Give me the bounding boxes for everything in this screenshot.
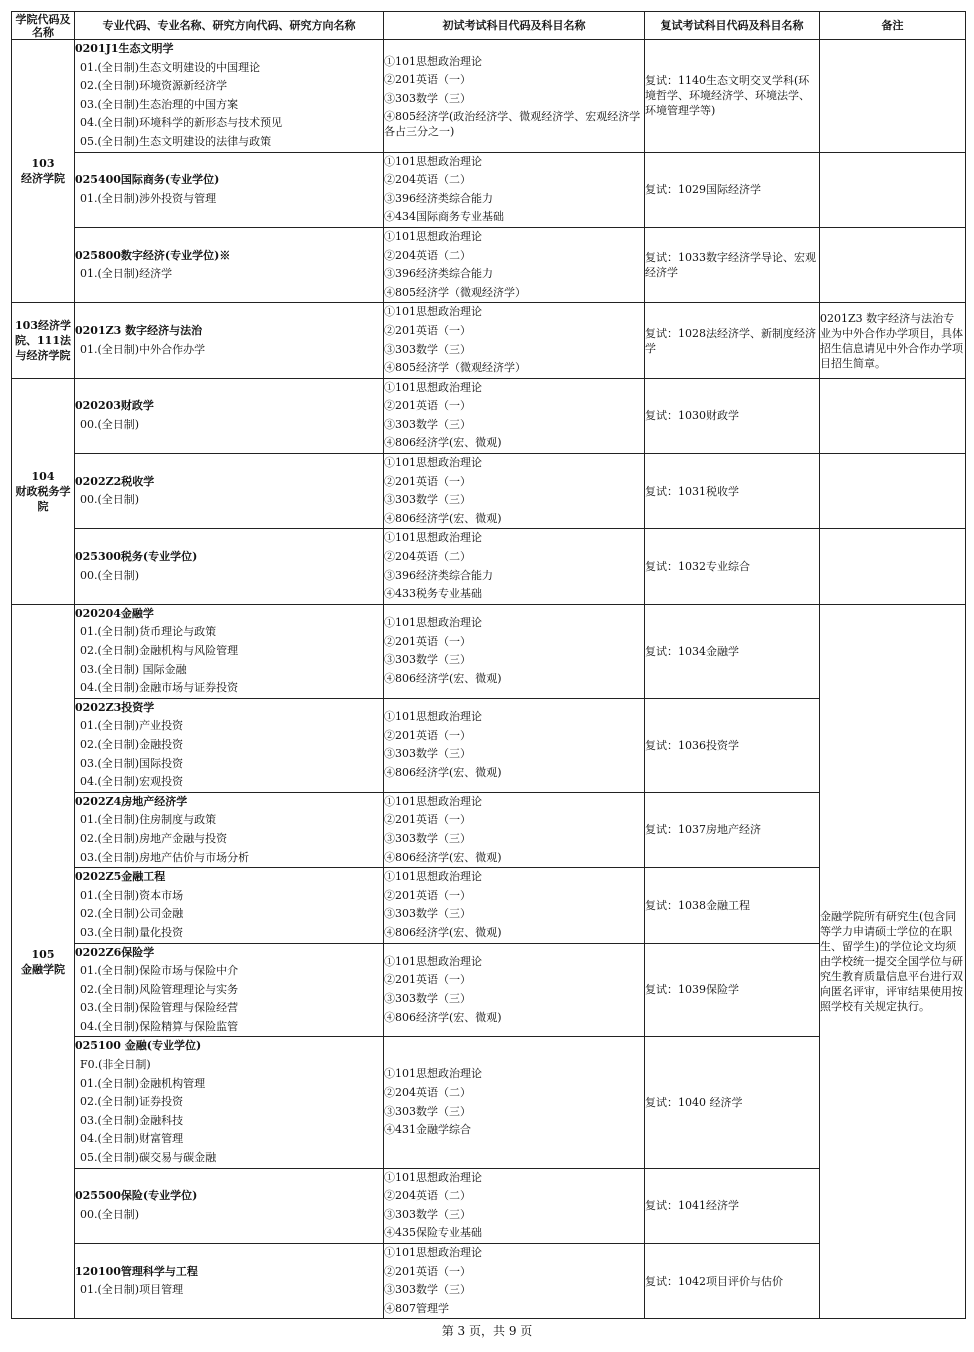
- retest-cell: 复试：1039保险学: [645, 943, 820, 1037]
- program-cell: [75, 378, 384, 453]
- direction-item: 02.(全日制)金融投资: [80, 737, 184, 751]
- direction-item: 03.(全日制)保险管理与保险经营: [80, 1001, 239, 1015]
- program-cell: [75, 1244, 384, 1319]
- exam-subject: ②201英语（一）: [384, 813, 471, 827]
- exam-subject: ③303数学（三）: [384, 342, 471, 356]
- retest-cell: 复试：1033数字经济学导论、宏观经济学: [645, 227, 820, 302]
- direction-item: F0.(非全日制): [80, 1058, 151, 1072]
- exam-subject: ②201英语（一）: [384, 973, 471, 987]
- exam-subject: ④805经济学（微观经济学）: [384, 361, 526, 375]
- exam-subject: ②204英语（二）: [384, 1189, 471, 1203]
- direction-item: 03.(全日制) 国际金融: [80, 662, 187, 676]
- exam-subject: ②201英语（一）: [384, 474, 471, 488]
- program-cell: [75, 529, 384, 604]
- table-row: [12, 604, 966, 698]
- direction-item: 01.(全日制)货币理论与政策: [80, 625, 217, 639]
- direction-item: 04.(全日制)保险精算与保险监管: [80, 1019, 239, 1033]
- exam-cell: [384, 454, 645, 529]
- direction-item: 01.(全日制)经济学: [80, 267, 173, 281]
- direction-item: 02.(全日制)房地产金融与投资: [80, 831, 228, 845]
- exam-subject: ①101思想政治理论: [384, 380, 482, 394]
- direction-item: 01.(全日制)生态文明建设的中国理论: [80, 60, 261, 74]
- header-exam: 初试考试科目代码及科目名称: [384, 12, 645, 40]
- exam-subject: ②204英语（二）: [384, 248, 471, 262]
- exam-subject: ③303数学（三）: [384, 417, 471, 431]
- direction-item: 03.(全日制)量化投资: [80, 925, 184, 939]
- program-name: 025400国际商务(专业学位): [75, 173, 220, 187]
- exam-subject: ①101思想政治理论: [384, 1246, 482, 1259]
- program-cell: [75, 454, 384, 529]
- program-cell: [75, 604, 384, 698]
- exam-subject: ④807管理学: [384, 1301, 449, 1315]
- header-college: 学院代码及名称: [12, 12, 75, 40]
- exam-subject: ④806经济学(宏、微观): [384, 925, 502, 939]
- college-code: 105: [31, 947, 55, 961]
- exam-subject: ①101思想政治理论: [384, 456, 482, 470]
- direction-item: 02.(全日制)风险管理理论与实务: [80, 982, 239, 996]
- exam-subject: ③303数学（三）: [384, 907, 471, 921]
- table-row: [12, 303, 966, 378]
- retest-cell: 复试：1041经济学: [645, 1168, 820, 1243]
- exam-subject: ①101思想政治理论: [384, 305, 482, 319]
- header-retest: 复试考试科目代码及科目名称: [645, 12, 820, 40]
- exam-subject: ②204英语（二）: [384, 173, 471, 187]
- exam-cell: [384, 227, 645, 302]
- program-cell: [75, 1168, 384, 1243]
- program-name: 025500保险(专业学位): [75, 1189, 198, 1203]
- program-cell: [75, 792, 384, 867]
- program-cell: [75, 868, 384, 943]
- exam-subject: ②204英语（二）: [384, 550, 471, 564]
- exam-subject: ②201英语（一）: [384, 323, 471, 337]
- exam-cell: [384, 152, 645, 227]
- exam-cell: [384, 1168, 645, 1243]
- retest-cell: 复试：1029国际经济学: [645, 152, 820, 227]
- table-row: [12, 227, 966, 302]
- direction-item: 01.(全日制)住房制度与政策: [80, 813, 217, 827]
- program-name: 0202Z3投资学: [75, 700, 155, 714]
- exam-subject: ②201英语（一）: [384, 888, 471, 902]
- note-cell: [820, 378, 966, 453]
- header-note: 备注: [820, 12, 966, 40]
- exam-subject: ②201英语（一）: [384, 1264, 471, 1278]
- program-name: 025300税务(专业学位): [75, 550, 198, 564]
- direction-item: 00.(全日制): [80, 417, 140, 431]
- exam-cell: [384, 303, 645, 378]
- direction-item: 01.(全日制)保险市场与保险中介: [80, 964, 239, 978]
- retest-cell: 复试：1034金融学: [645, 604, 820, 698]
- header-major: 专业代码、专业名称、研究方向代码、研究方向名称: [75, 12, 384, 40]
- exam-subject: ③396经济类综合能力: [384, 568, 493, 582]
- exam-cell: [384, 792, 645, 867]
- direction-item: 04.(全日制)宏观投资: [80, 775, 184, 789]
- exam-subject: ④805经济学(政治经济学、微观经济学、宏观经济学各占三分之一): [384, 109, 641, 138]
- college-code: 104: [31, 469, 55, 483]
- program-name: 025800数字经济(专业学位)※: [75, 248, 231, 262]
- page-footer: 第 3 页，共 9 页: [441, 1324, 533, 1338]
- direction-item: 03.(全日制)金融科技: [80, 1113, 184, 1127]
- exam-subject: ①101思想政治理论: [384, 1170, 482, 1184]
- exam-subject: ④806经济学(宏、微观): [384, 671, 502, 685]
- program-cell: [75, 943, 384, 1037]
- exam-subject: ①101思想政治理论: [384, 954, 482, 968]
- direction-item: 03.(全日制)房地产估价与市场分析: [80, 850, 250, 864]
- direction-item: 01.(全日制)金融机构管理: [80, 1076, 206, 1090]
- program-cell: [75, 1037, 384, 1168]
- table-row: [12, 378, 966, 453]
- exam-subject: ③396经济类综合能力: [384, 267, 493, 281]
- direction-item: 02.(全日制)公司金融: [80, 907, 184, 921]
- table-row: [12, 454, 966, 529]
- direction-item: 04.(全日制)财富管理: [80, 1132, 184, 1146]
- exam-subject: ①101思想政治理论: [384, 229, 482, 243]
- direction-item: 00.(全日制): [80, 493, 140, 507]
- college-cell: [12, 303, 75, 378]
- exam-subject: ③303数学（三）: [384, 653, 471, 667]
- header-row: [12, 12, 966, 40]
- program-name: 0201Z3 数字经济与法治: [75, 323, 203, 337]
- exam-cell: [384, 1037, 645, 1168]
- program-name: 0201J1生态文明学: [75, 42, 174, 55]
- program-name: 0202Z6保险学: [75, 945, 155, 959]
- program-cell: [75, 152, 384, 227]
- table-row: [12, 152, 966, 227]
- exam-subject: ③396经济类综合能力: [384, 191, 493, 205]
- college-name: 经济学院: [21, 172, 65, 186]
- direction-item: 05.(全日制)生态文明建设的法律与政策: [80, 134, 272, 148]
- exam-subject: ③303数学（三）: [384, 1104, 471, 1118]
- retest-cell: 复试：1042项目评价与估价: [645, 1244, 820, 1319]
- exam-subject: ②201英语（一）: [384, 634, 471, 648]
- program-name: 020203财政学: [75, 399, 154, 413]
- program-cell: [75, 698, 384, 792]
- note-cell: [820, 529, 966, 604]
- retest-cell: 复试：1030财政学: [645, 378, 820, 453]
- exam-subject: ①101思想政治理论: [384, 794, 482, 808]
- exam-subject: ④431金融学综合: [384, 1123, 471, 1137]
- exam-cell: [384, 1244, 645, 1319]
- direction-item: 01.(全日制)产业投资: [80, 719, 184, 733]
- program-cell: [75, 227, 384, 302]
- table-row: [12, 40, 966, 153]
- exam-subject: ④806经济学(宏、微观): [384, 1010, 502, 1024]
- exam-cell: [384, 698, 645, 792]
- program-cell: [75, 303, 384, 378]
- direction-item: 02.(全日制)证券投资: [80, 1095, 184, 1109]
- college-cell: [12, 40, 75, 303]
- exam-subject: ④435保险专业基础: [384, 1226, 482, 1240]
- retest-cell: 复试：1036投资学: [645, 698, 820, 792]
- program-name: 0202Z2税收学: [75, 474, 155, 488]
- table-row: [12, 529, 966, 604]
- exam-subject: ④806经济学(宏、微观): [384, 511, 502, 525]
- exam-cell: [384, 529, 645, 604]
- program-name: 0202Z5金融工程: [75, 870, 166, 884]
- college-cell: [12, 378, 75, 604]
- program-name: 120100管理科学与工程: [75, 1264, 198, 1278]
- exam-cell: [384, 604, 645, 698]
- exam-subject: ②201英语（一）: [384, 73, 471, 87]
- exam-subject: ③303数学（三）: [384, 1283, 471, 1297]
- direction-item: 01.(全日制)项目管理: [80, 1283, 184, 1297]
- admissions-table: [11, 11, 966, 1319]
- direction-item: 01.(全日制)涉外投资与管理: [80, 191, 217, 205]
- exam-cell: [384, 868, 645, 943]
- exam-subject: ④806经济学(宏、微观): [384, 436, 502, 450]
- exam-subject: ④805经济学（微观经济学）: [384, 285, 526, 299]
- college-cell: [12, 604, 75, 1319]
- exam-subject: ④434国际商务专业基础: [384, 210, 504, 224]
- exam-cell: [384, 40, 645, 153]
- program-name: 0202Z4房地产经济学: [75, 794, 188, 808]
- exam-subject: ③303数学（三）: [384, 831, 471, 845]
- retest-cell: 复试：1032专业综合: [645, 529, 820, 604]
- exam-subject: ③303数学（三）: [384, 92, 471, 106]
- retest-cell: 复试：1038金融工程: [645, 868, 820, 943]
- college-name: 财政税务学院: [15, 484, 71, 513]
- note-cell: [820, 40, 966, 153]
- direction-item: 02.(全日制)环境资源新经济学: [80, 79, 228, 93]
- exam-subject: ②201英语（一）: [384, 399, 471, 413]
- exam-subject: ③303数学（三）: [384, 493, 471, 507]
- exam-subject: ①101思想政治理论: [384, 616, 482, 630]
- exam-subject: ①101思想政治理论: [384, 1067, 482, 1081]
- direction-item: 05.(全日制)碳交易与碳金融: [80, 1151, 217, 1165]
- exam-subject: ①101思想政治理论: [384, 154, 482, 168]
- note-cell: [820, 454, 966, 529]
- exam-subject: ①101思想政治理论: [384, 870, 482, 884]
- program-cell: [75, 40, 384, 153]
- exam-subject: ③303数学（三）: [384, 747, 471, 761]
- exam-cell: [384, 378, 645, 453]
- exam-subject: ④433税务专业基础: [384, 587, 482, 601]
- program-name: 025100 金融(专业学位): [75, 1039, 202, 1053]
- retest-cell: 复试：1037房地产经济: [645, 792, 820, 867]
- table-body: [12, 40, 966, 1319]
- retest-cell: 复试：1140生态文明交叉学科(环境哲学、环境经济学、环境法学、环境管理学等): [645, 40, 820, 153]
- direction-item: 04.(全日制)金融市场与证券投资: [80, 681, 239, 695]
- exam-subject: ②204英语（二）: [384, 1085, 471, 1099]
- exam-subject: ①101思想政治理论: [384, 54, 482, 68]
- exam-subject: ④806经济学(宏、微观): [384, 765, 502, 779]
- direction-item: 01.(全日制)中外合作办学: [80, 342, 206, 356]
- direction-item: 02.(全日制)金融机构与风险管理: [80, 644, 239, 657]
- retest-cell: 复试：1028法经济学、新制度经济学: [645, 303, 820, 378]
- direction-item: 03.(全日制)国际投资: [80, 756, 184, 770]
- note-cell: 金融学院所有研究生(包含同等学力申请硕士学位的在职生、留学生)的学位论文均须由学校统一提交全国学位与研究生教育质量信息平台进行双向匿名评审，评审结果使用按照学校有关规定执行。: [820, 604, 966, 1319]
- direction-item: 03.(全日制)生态治理的中国方案: [80, 97, 239, 111]
- college-code: 103经济学院、111法与经济学院: [15, 319, 71, 362]
- direction-item: 01.(全日制)资本市场: [80, 888, 184, 902]
- exam-subject: ③303数学（三）: [384, 991, 471, 1005]
- college-name: 金融学院: [21, 962, 65, 976]
- exam-cell: [384, 943, 645, 1037]
- exam-subject: ④806经济学(宏、微观): [384, 850, 502, 864]
- program-name: 020204金融学: [75, 606, 154, 620]
- exam-subject: ①101思想政治理论: [384, 710, 482, 724]
- exam-subject: ③303数学（三）: [384, 1207, 471, 1221]
- exam-subject: ②201英语（一）: [384, 728, 471, 742]
- college-code: 103: [31, 157, 55, 171]
- note-cell: [820, 152, 966, 227]
- direction-item: 04.(全日制)环境科学的新形态与技术预见: [80, 116, 283, 130]
- direction-item: 00.(全日制): [80, 1207, 140, 1221]
- direction-item: 00.(全日制): [80, 568, 140, 582]
- retest-cell: 复试：1031税收学: [645, 454, 820, 529]
- note-cell: 0201Z3 数字经济与法治专业为中外合作办学项目，具体招生信息请见中外合作办学项目招生简章。: [820, 303, 966, 378]
- note-cell: [820, 227, 966, 302]
- retest-cell: 复试：1040 经济学: [645, 1037, 820, 1168]
- exam-subject: ①101思想政治理论: [384, 531, 482, 545]
